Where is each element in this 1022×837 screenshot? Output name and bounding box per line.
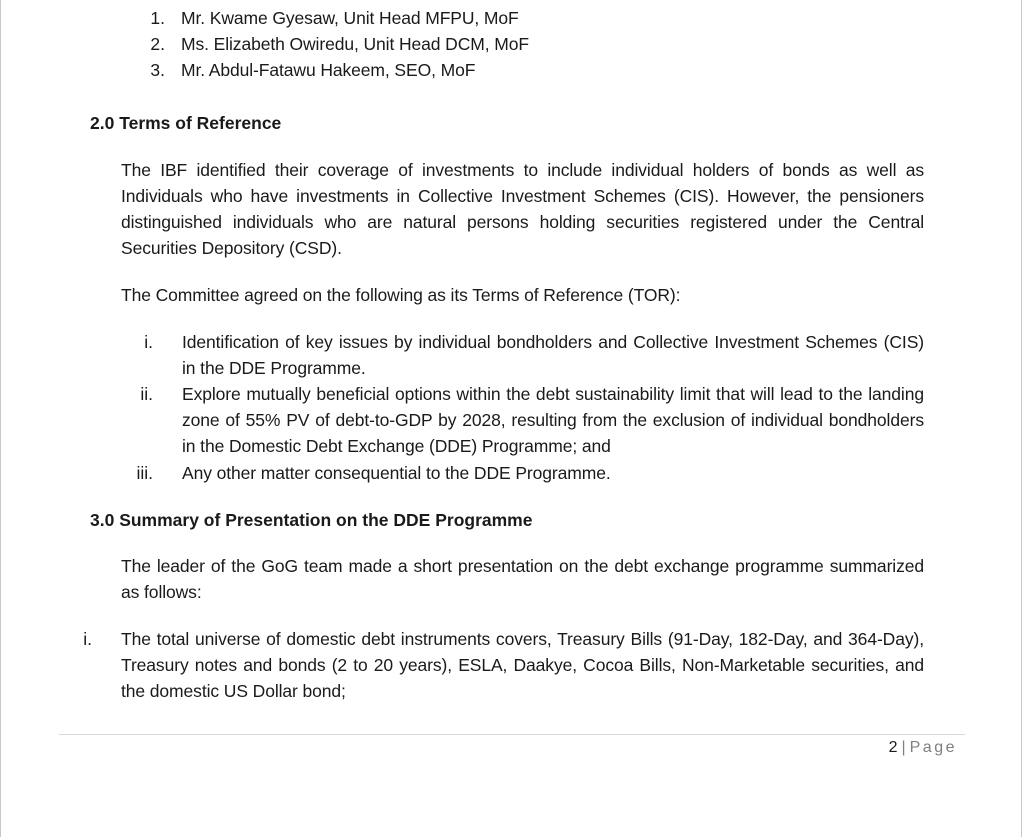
tor-number: iii.: [136, 463, 153, 483]
tor-number: i.: [144, 332, 153, 352]
section-heading-summary-of-presentation: 3.0 Summary of Presentation on the DDE Programme: [90, 510, 533, 530]
member-number: 3.: [150, 60, 165, 80]
paragraph-tor-intro: The Committee agreed on the following as its Terms of Reference (TOR):: [121, 285, 681, 305]
page-label: Page: [909, 739, 957, 756]
tor-item: Any other matter consequential to the DDE Programme.: [182, 463, 611, 483]
footer-divider: [59, 734, 965, 735]
page-number: 2: [888, 739, 898, 756]
member-item: Mr. Kwame Gyesaw, Unit Head MFPU, MoF: [181, 8, 519, 28]
section-heading-terms-of-reference: 2.0 Terms of Reference: [90, 113, 282, 133]
paragraph-ibf-coverage: The IBF identified their coverage of investments to include individual holders of bonds as well as Individuals who have investments in Collective Investment Schemes (CIS). However, the pensioners distinguished individuals who are natural persons holding securities registered under the Central Securities Depository (CSD).: [121, 160, 924, 258]
tor-item: Identification of key issues by individual bondholders and Collective Investment Schemes (CIS) in the DDE Programme.: [182, 332, 924, 378]
page-separator: |: [901, 739, 906, 756]
member-item: Mr. Abdul-Fatawu Hakeem, SEO, MoF: [181, 60, 476, 80]
paragraph-gog-presentation: The leader of the GoG team made a short presentation on the debt exchange programme summarized as follows:: [121, 556, 924, 602]
member-item: Ms. Elizabeth Owiredu, Unit Head DCM, MoF: [181, 34, 529, 54]
member-number: 1.: [150, 8, 165, 28]
summary-item: The total universe of domestic debt instruments covers, Treasury Bills (91-Day, 182-Day, and 364-Day), Treasury notes and bonds (2 to 20 years), ESLA, Daakye, Cocoa Bills, Non-Marketable securities, and the domestic US Dollar bond;: [121, 629, 924, 701]
tor-item: Explore mutually beneficial options within the debt sustainability limit that will lead to the landing zone of 55% PV of debt-to-GDP by 2028, resulting from the exclusion of individual bondholders in the Domestic Debt Exchange (DDE) Programme; and: [182, 384, 924, 456]
tor-number: ii.: [140, 384, 153, 404]
member-number: 2.: [150, 34, 165, 54]
page-footer: [59, 736, 957, 760]
summary-item-number: i.: [83, 629, 92, 649]
